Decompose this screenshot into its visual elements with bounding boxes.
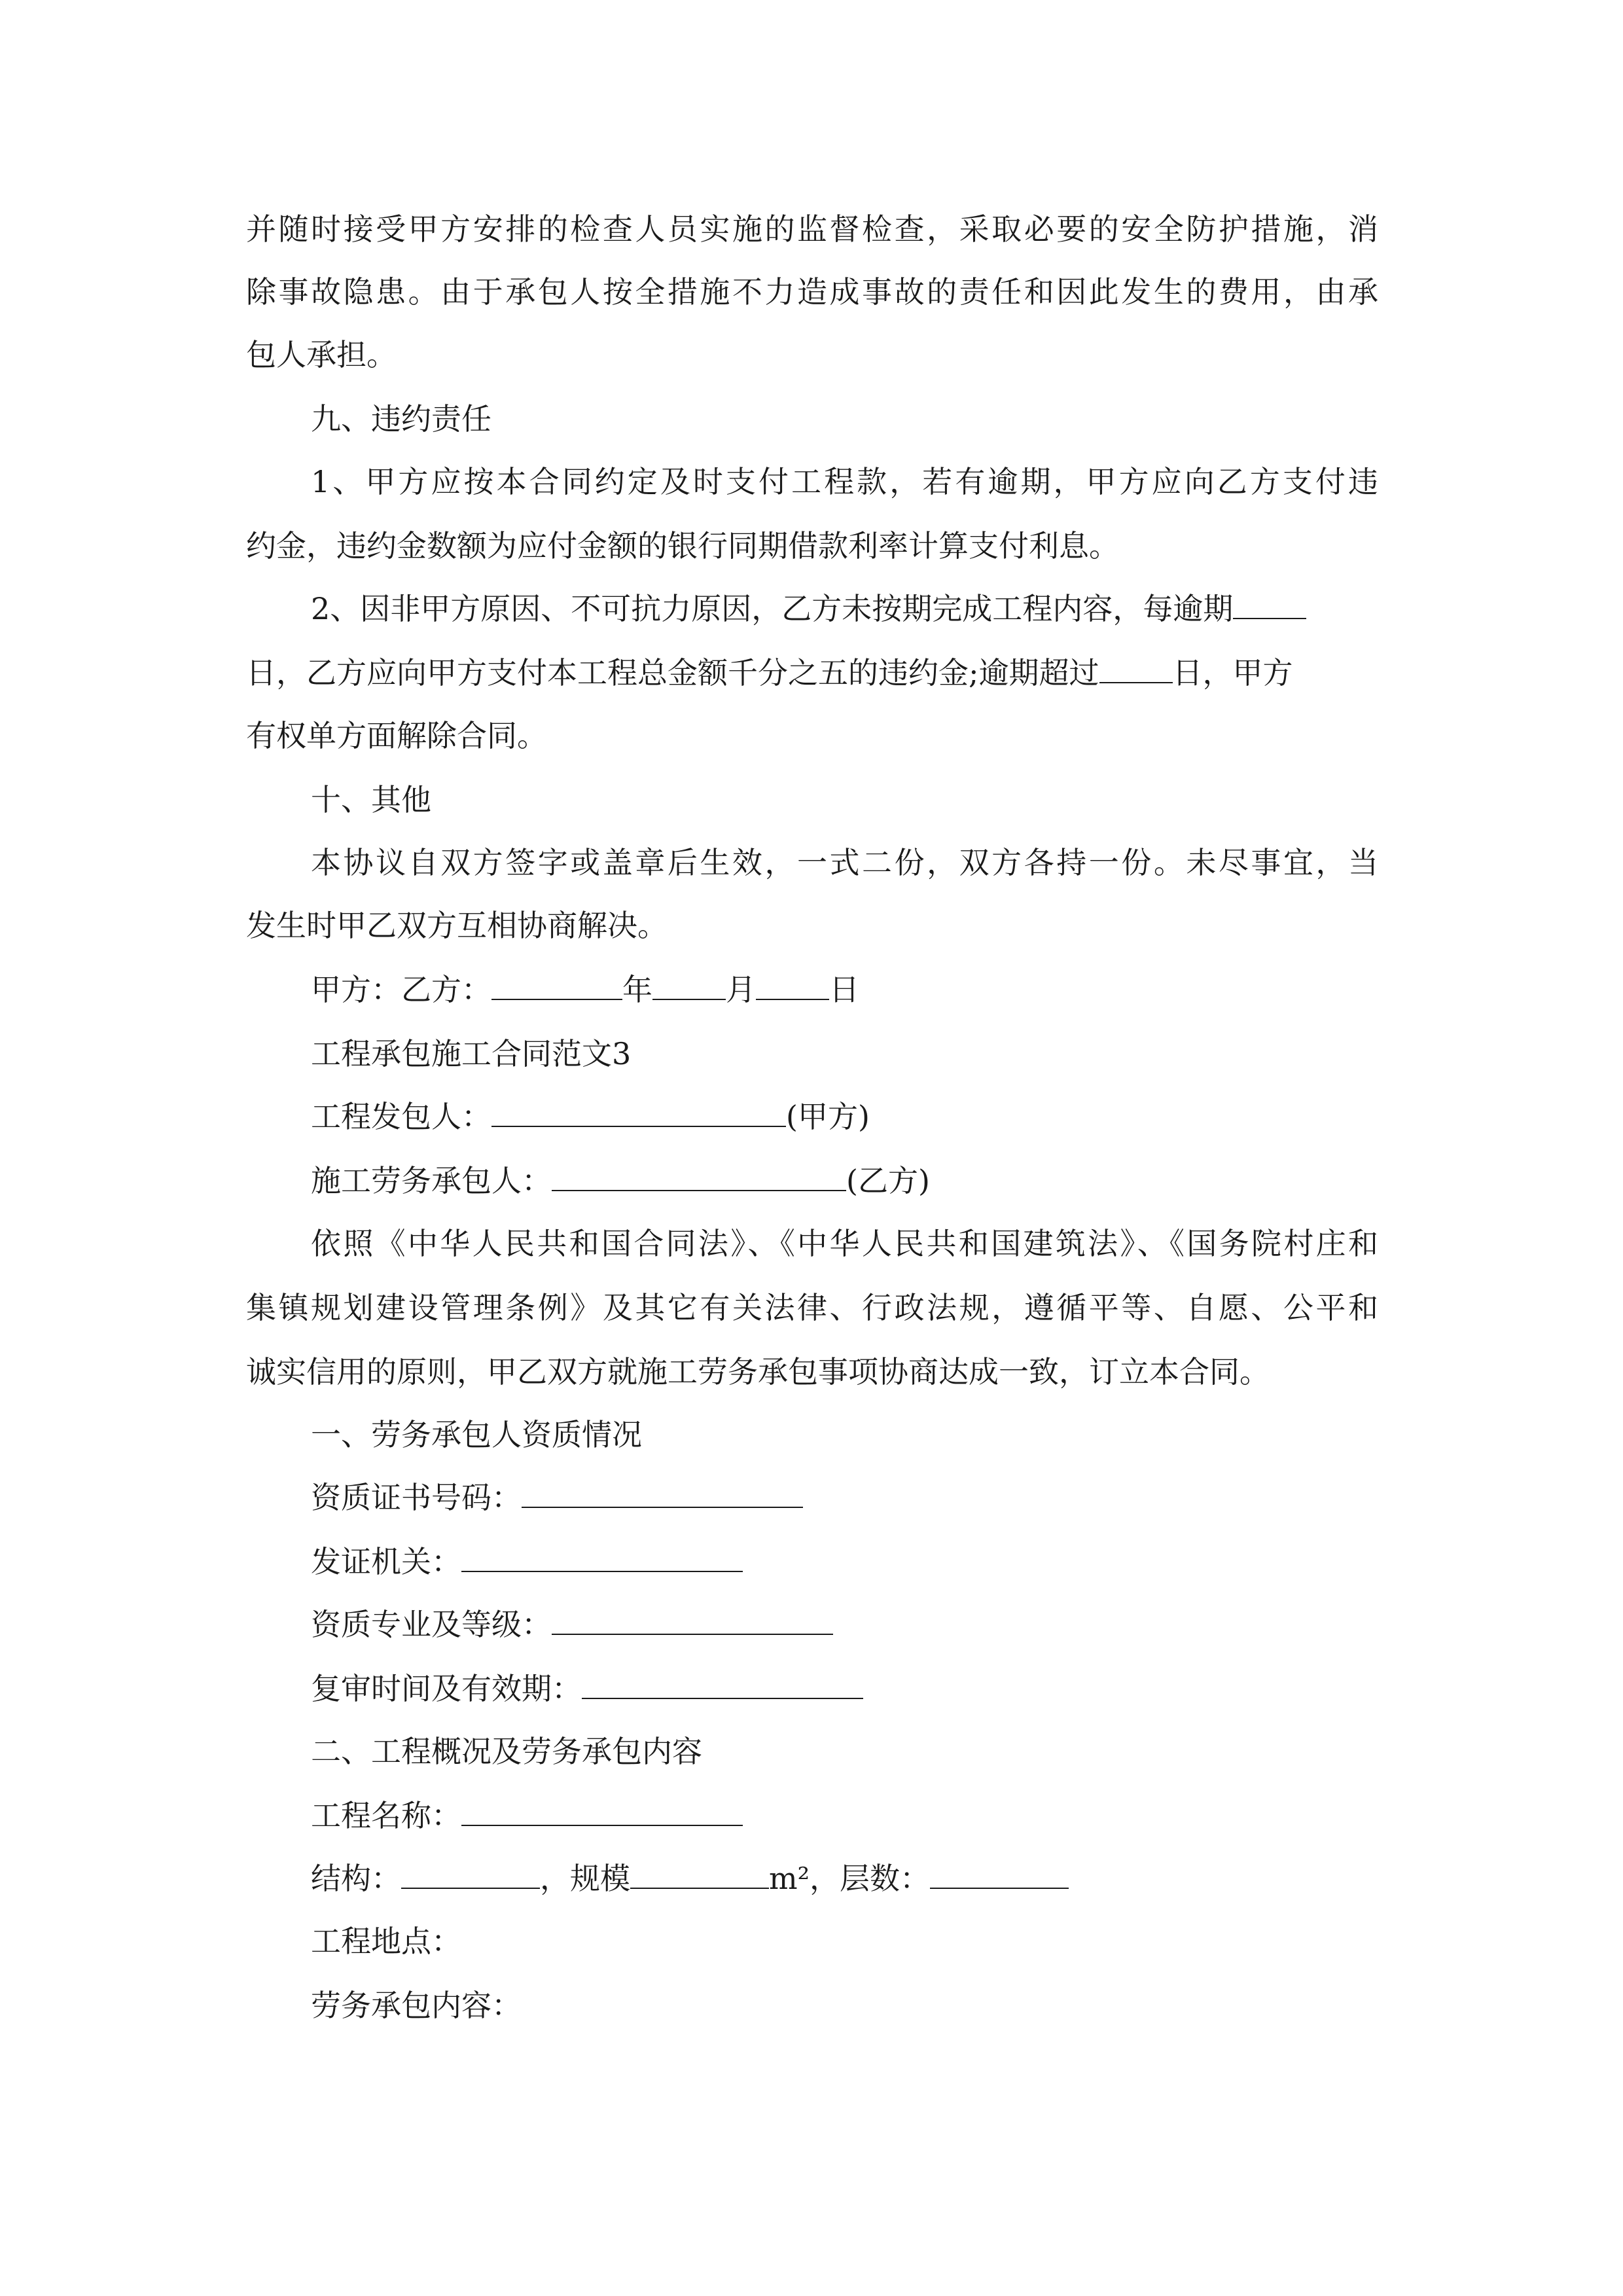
other-line-1: 本协议自双方签字或盖章后生效，一式二份，双方各持一份。未尽事宜，当 (311, 845, 1378, 880)
project-name-label: 工程名称： (311, 1798, 461, 1833)
issuer-mark: (甲方) (786, 1099, 870, 1134)
clause-2-line-2 (246, 653, 1378, 692)
day-blank[interactable] (756, 970, 829, 1000)
issuing-authority-label: 发证机关： (311, 1544, 461, 1579)
section-9-heading: 九、违约责任 (311, 401, 491, 437)
cert-number-blank[interactable] (522, 1478, 803, 1508)
section-2-heading: 二、工程概况及劳务承包内容 (311, 1734, 702, 1769)
safety-paragraph-line-2: 除事故隐患。由于承包人按全措施不力造成事故的责任和因此发生的费用，由承 (246, 274, 1378, 310)
floors-label: m²，层数： (769, 1861, 931, 1896)
issuing-authority-blank[interactable] (461, 1542, 743, 1572)
issuer-label: 工程发包人： (311, 1099, 491, 1134)
overdue-days-blank[interactable] (1233, 589, 1306, 619)
other-line-2: 发生时甲乙双方互相协商解决。 (246, 908, 668, 943)
signature-parties: 甲方：乙方： (311, 972, 491, 1007)
review-period-blank[interactable] (582, 1669, 863, 1699)
clause-1-line-2: 约金，违约金数额为应付金额的银行同期借款利率计算支付利息。 (246, 528, 1119, 564)
qual-grade-blank[interactable] (552, 1605, 833, 1635)
overdue-limit-blank[interactable] (1099, 653, 1173, 683)
clause-2-line-1 (311, 589, 1443, 628)
clause-2-text-1: 2、因非甲方原因、不可抗力原因，乙方未按期完成工程内容，每逾期 (311, 591, 1234, 626)
location-line: 工程地点： (311, 1924, 461, 1959)
review-period-line (311, 1669, 1443, 1708)
structure-label: 结构： (311, 1861, 401, 1896)
project-name-line (311, 1796, 1443, 1835)
scope-line: 劳务承包内容： (311, 1988, 522, 2023)
month-blank[interactable] (652, 970, 726, 1000)
clause-2-text-2b: 日，甲方 (1172, 655, 1293, 691)
clause-2-text-2a: 日，乙方应向甲方支付本工程总金额千分之五的违约金;逾期超过 (246, 655, 1099, 691)
section-10-heading: 十、其他 (311, 782, 431, 817)
scale-label: ，规模 (540, 1861, 630, 1896)
issuer-line (311, 1097, 1443, 1136)
scale-blank[interactable] (630, 1859, 769, 1889)
basis-line-2: 集镇规划建设管理条例》及其它有关法律、行政法规，遵循平等、自愿、公平和 (246, 1290, 1378, 1325)
qual-grade-line (311, 1605, 1443, 1644)
project-name-blank[interactable] (461, 1796, 743, 1826)
year-label: 年 (622, 972, 652, 1007)
section-1-heading: 一、劳务承包人资质情况 (311, 1417, 642, 1452)
month-label: 月 (726, 972, 756, 1007)
cert-number-label: 资质证书号码： (311, 1480, 522, 1515)
floors-blank[interactable] (930, 1859, 1069, 1889)
basis-line-3: 诚实信用的原则，甲乙双方就施工劳务承包事项协商达成一致，订立本合同。 (246, 1354, 1270, 1390)
review-period-label: 复审时间及有效期： (311, 1671, 582, 1706)
issuing-authority-line (311, 1542, 1443, 1581)
clause-1-line-1: 1、甲方应按本合同约定及时支付工程款，若有逾期，甲方应向乙方支付违 (311, 464, 1378, 499)
qual-grade-label: 资质专业及等级： (311, 1607, 552, 1642)
contractor-label: 施工劳务承包人： (311, 1163, 552, 1198)
signature-blank[interactable] (491, 970, 622, 1000)
contractor-blank[interactable] (552, 1161, 846, 1191)
basis-line-1: 依照《中华人民共和国合同法》、《中华人民共和国建筑法》、《国务院村庄和 (311, 1226, 1378, 1261)
signature-line (311, 970, 1443, 1009)
structure-blank[interactable] (401, 1859, 540, 1889)
day-label: 日 (829, 972, 859, 1007)
cert-number-line (311, 1478, 1443, 1517)
safety-paragraph-line-3: 包人承担。 (246, 337, 397, 372)
structure-line (311, 1859, 1443, 1898)
clause-2-line-3: 有权单方面解除合同。 (246, 718, 547, 753)
issuer-blank[interactable] (491, 1097, 786, 1127)
contractor-line (311, 1161, 1443, 1200)
sample-3-title: 工程承包施工合同范文3 (311, 1036, 632, 1071)
safety-paragraph-line-1: 并随时接受甲方安排的检查人员实施的监督检查，采取必要的安全防护措施，消 (246, 211, 1378, 247)
contractor-mark: (乙方) (846, 1163, 930, 1198)
